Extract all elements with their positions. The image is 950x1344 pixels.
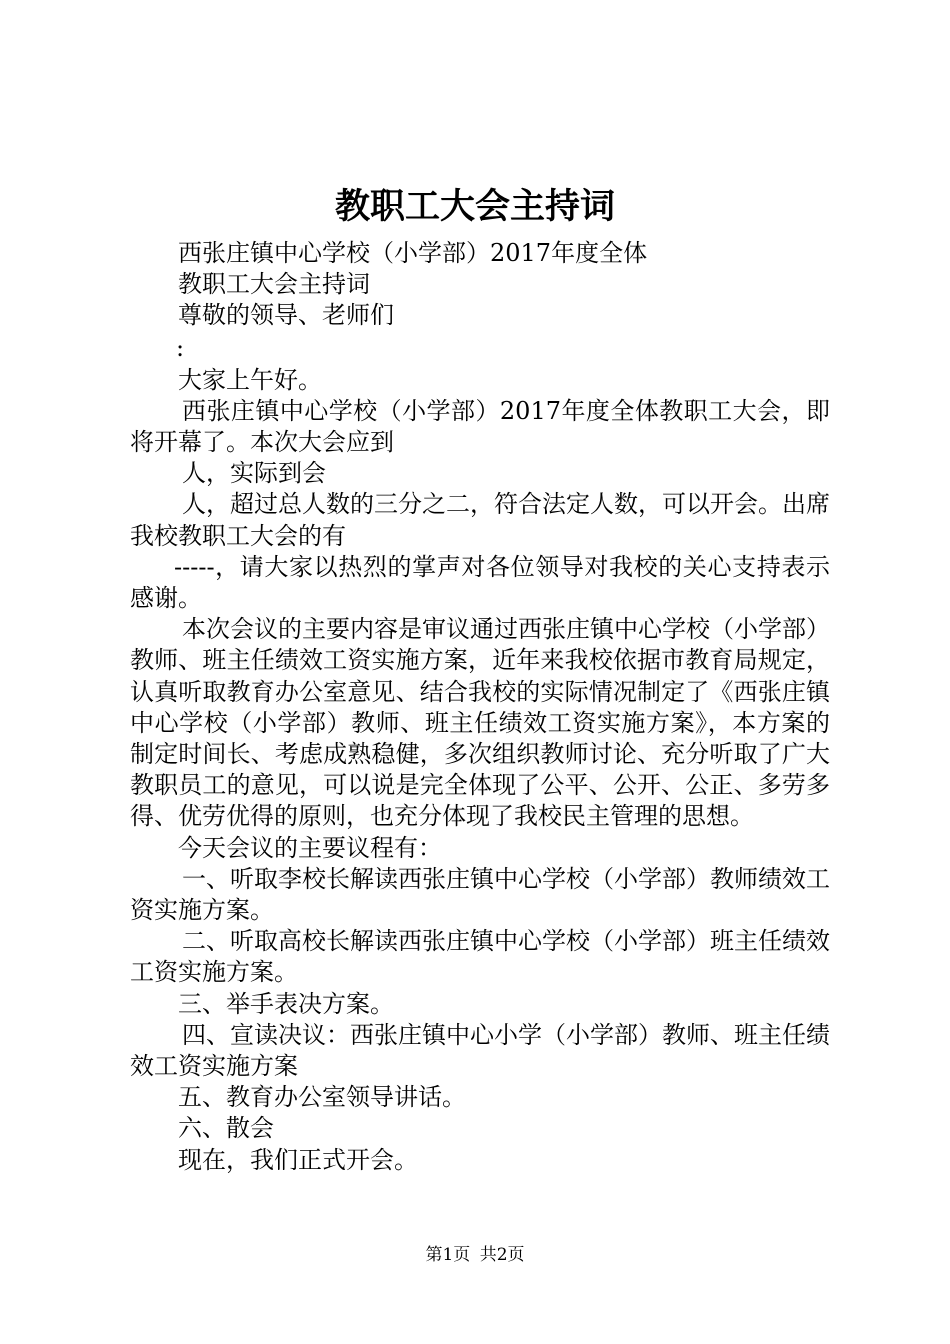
- agenda-item-3: 三、举手表决方案。: [178, 989, 394, 1018]
- paragraph-main-content: 本次会议的主要内容是审议通过西张庄镇中心学校（小学部）教师、班主任绩效工资实施方案，近年来我校依据市教育局规定，认真听取教育办公室意见、结合我校的实际情况制定了《西张庄镇中心学校（小学部）教师、班主任绩效工资实施方案》，本方案的制定时间长、考虑成熟稳健，多次组织教师讨论、充分听取了广大教职员工的意见，可以说是完全体现了公平、公开、公正、多劳多得、优劳优得的原则，也充分体现了我校民主管理的思想。: [130, 615, 830, 831]
- paragraph-thanks: -----，请大家以热烈的掌声对各位领导对我校的关心支持表示感谢。: [130, 552, 830, 613]
- page-footer: [0, 1243, 950, 1267]
- paragraph-school-heading: 西张庄镇中心学校（小学部）2017年度全体: [178, 239, 648, 267]
- agenda-item-1: 一、听取李校长解读西张庄镇中心学校（小学部）教师绩效工资实施方案。: [130, 864, 830, 925]
- paragraph-colon: :: [176, 333, 185, 362]
- document-title: 教职工大会主持词: [334, 186, 615, 227]
- document-body: [130, 238, 830, 1176]
- paragraph-heading-cont: 教职工大会主持词: [178, 270, 370, 299]
- paragraph-salutation: 尊敬的领导、老师们: [178, 301, 394, 330]
- page-total: 共2页: [479, 1245, 525, 1265]
- agenda-item-6: 六、散会: [178, 1114, 274, 1143]
- paragraph-agenda-intro: 今天会议的主要议程有：: [178, 833, 442, 862]
- agenda-item-5: 五、教育办公室领导讲话。: [178, 1083, 466, 1112]
- paragraph-attendance: 人，实际到会: [182, 459, 326, 488]
- paragraph-quorum: 人，超过总人数的三分之二，符合法定人数，可以开会。出席我校教职工大会的有: [130, 490, 830, 550]
- agenda-item-4: 四、宣读决议：西张庄镇中心小学（小学部）教师、班主任绩效工资实施方案: [130, 1020, 830, 1081]
- agenda-item-2: 二、听取高校长解读西张庄镇中心学校（小学部）班主任绩效工资实施方案。: [130, 927, 830, 987]
- paragraph-opening: 西张庄镇中心学校（小学部）2017年度全体教职工大会，即将开幕了。本次大会应到: [130, 396, 830, 457]
- paragraph-closing: 现在，我们正式开会。: [178, 1145, 418, 1174]
- page-number: 第1页: [425, 1245, 471, 1265]
- paragraph-greeting: 大家上午好。: [178, 365, 322, 394]
